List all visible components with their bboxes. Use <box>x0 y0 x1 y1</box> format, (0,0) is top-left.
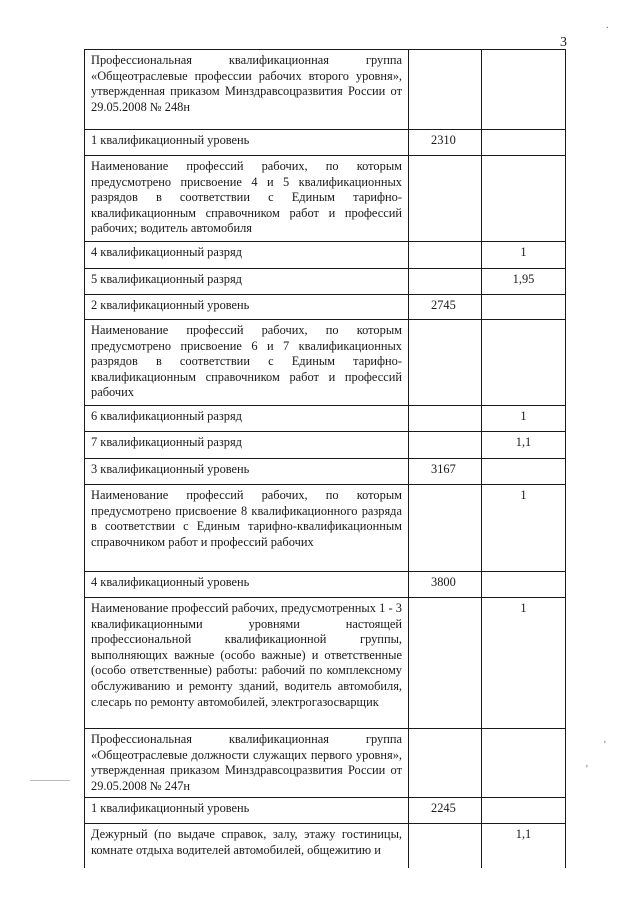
row-salary <box>409 598 482 729</box>
row-coefficient: 1,1 <box>482 432 566 459</box>
table-row <box>85 156 566 242</box>
row-description: 5 квалификационный разряд <box>85 269 409 295</box>
scan-speck: . <box>606 20 609 31</box>
table-row <box>85 242 566 269</box>
row-salary: 2245 <box>409 798 482 824</box>
row-salary: 3167 <box>409 459 482 485</box>
row-description: 2 квалификационный уровень <box>85 295 409 320</box>
row-coefficient: 1 <box>482 485 566 572</box>
row-salary: 2745 <box>409 295 482 320</box>
row-coefficient <box>482 130 566 156</box>
row-coefficient <box>482 729 566 798</box>
table-row <box>85 295 566 320</box>
row-description: Дежурный (по выдаче справок, залу, этажу гостиницы, комнате отдыха водителей автомобилей, общежитию и <box>85 824 409 868</box>
table-row <box>85 50 566 130</box>
row-coefficient <box>482 156 566 242</box>
row-coefficient <box>482 798 566 824</box>
table-row <box>85 459 566 485</box>
row-description: 1 квалификационный уровень <box>85 798 409 824</box>
row-coefficient <box>482 320 566 406</box>
row-coefficient <box>482 572 566 598</box>
row-coefficient: 1 <box>482 242 566 269</box>
scan-speck: ' <box>604 740 606 751</box>
table-row <box>85 798 566 824</box>
row-salary <box>409 406 482 432</box>
row-coefficient <box>482 295 566 320</box>
scan-mark <box>30 780 70 781</box>
row-salary: 3800 <box>409 572 482 598</box>
row-salary <box>409 432 482 459</box>
row-salary <box>409 269 482 295</box>
row-description: Профессиональная квалификационная группа «Общеотраслевые профессии рабочих второго уровня», утвержденная приказом Минздравсоцразвития России от 29.05.2008 № 248н <box>85 50 409 130</box>
row-description: 4 квалификационный уровень <box>85 572 409 598</box>
row-salary <box>409 320 482 406</box>
row-salary <box>409 50 482 130</box>
row-description: 6 квалификационный разряд <box>85 406 409 432</box>
table-row <box>85 130 566 156</box>
row-salary <box>409 242 482 269</box>
row-description: 7 квалификационный разряд <box>85 432 409 459</box>
row-description: Наименование профессий рабочих, по которым предусмотрено присвоение 8 квалификационного разряда в соответствии с Единым тарифно-квалификационным справочником работ и профессий рабочих <box>85 485 409 572</box>
row-coefficient: 1,95 <box>482 269 566 295</box>
salary-table <box>84 49 566 868</box>
row-coefficient: 1 <box>482 406 566 432</box>
table-row <box>85 320 566 406</box>
row-coefficient <box>482 459 566 485</box>
row-coefficient: 1 <box>482 598 566 729</box>
row-salary: 2310 <box>409 130 482 156</box>
table-row <box>85 729 566 798</box>
table-row <box>85 269 566 295</box>
table-row <box>85 598 566 729</box>
table-row <box>85 824 566 868</box>
row-coefficient <box>482 50 566 130</box>
row-description: Наименование профессий рабочих, по которым предусмотрено присвоение 6 и 7 квалификационных разрядов в соответствии с Единым тарифно-квалификационным справочником работ и профессий рабочих <box>85 320 409 406</box>
row-description: Профессиональная квалификационная группа «Общеотраслевые должности служащих первого уровня», утвержденная приказом Минздравсоцразвития России от 29.05.2008 № 247н <box>85 729 409 798</box>
row-salary <box>409 485 482 572</box>
row-description: 4 квалификационный разряд <box>85 242 409 269</box>
row-description: 1 квалификационный уровень <box>85 130 409 156</box>
row-salary <box>409 824 482 868</box>
row-description: Наименование профессий рабочих, предусмотренных 1 - 3 квалификационными уровнями настоящей профессиональной квалификационной группы, выполняющих важные (особо важные) и ответственные (особо ответственные) работы: рабочий по комплексному обслуживанию и ремонту зданий, водитель автомобиля, слесарь по ремонту автомобилей, электрогазосварщик <box>85 598 409 729</box>
page-number: 3 <box>560 35 567 50</box>
scan-speck: ' <box>586 764 588 775</box>
table-row <box>85 485 566 572</box>
table-row <box>85 572 566 598</box>
row-salary <box>409 156 482 242</box>
table-row <box>85 432 566 459</box>
row-description: Наименование профессий рабочих, по которым предусмотрено присвоение 4 и 5 квалификационных разрядов в соответствии с Единым тарифно-квалификационным справочником работ и профессий рабочих; водитель автомобиля <box>85 156 409 242</box>
row-salary <box>409 729 482 798</box>
row-description: 3 квалификационный уровень <box>85 459 409 485</box>
table-row <box>85 406 566 432</box>
row-coefficient: 1,1 <box>482 824 566 868</box>
